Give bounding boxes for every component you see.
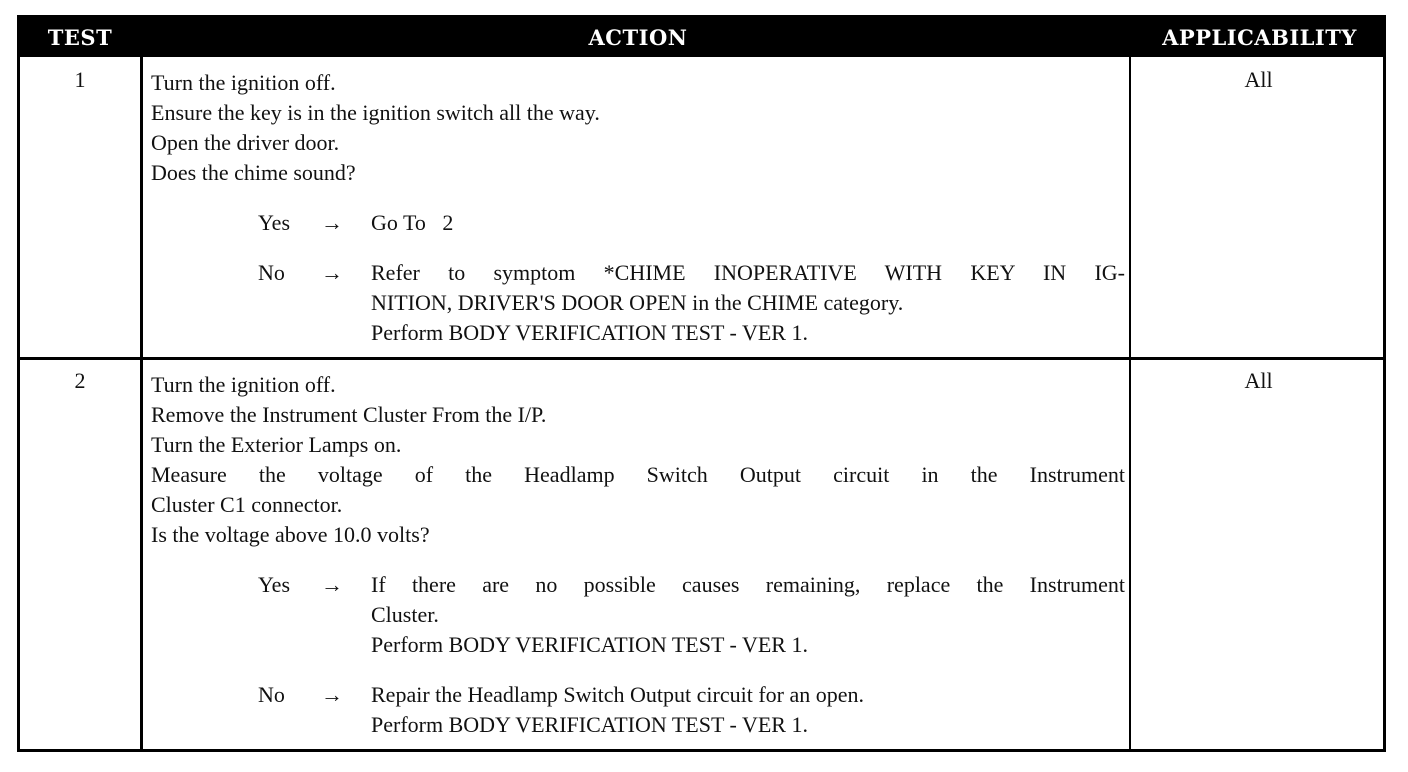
header-applicability: APPLICABILITY: [1162, 25, 1357, 50]
no-result: [371, 680, 1125, 740]
header-test: TEST: [47, 25, 113, 50]
row-1-action: [151, 68, 1125, 348]
row-2-step: Turn the Exterior Lamps on.: [151, 432, 402, 457]
row-2-no-answer: [151, 680, 1125, 740]
row-2-test-number: 2: [74, 368, 86, 393]
arrow-icon: →: [321, 682, 343, 707]
no-result-line: NITION, DRIVER'S DOOR OPEN in the CHIME category.: [371, 290, 904, 315]
column-divider-test: [140, 57, 143, 749]
no-result-line: Repair the Headlamp Switch Output circuit for an open.: [371, 682, 865, 707]
yes-result: [371, 208, 1125, 238]
yes-label: Yes: [258, 210, 291, 235]
yes-result-line: If there are no possible causes remaining, replace the Instrument: [371, 572, 1125, 597]
arrow-icon: →: [321, 572, 343, 597]
row-divider: [20, 357, 1383, 360]
arrow-icon: →: [321, 260, 343, 285]
row-1-step: Open the driver door.: [151, 130, 340, 155]
row-2-step: Measure the voltage of the Headlamp Switch Output circuit in the Instrument: [151, 462, 1125, 487]
row-1-step: Ensure the key is in the ignition switch all the way.: [151, 100, 600, 125]
yes-result-line: Perform BODY VERIFICATION TEST - VER 1.: [371, 632, 808, 657]
column-divider-applicability: [1129, 57, 1131, 749]
row-1-step: Does the chime sound?: [151, 160, 356, 185]
row-1-test-number: 1: [74, 67, 86, 92]
no-result: [371, 258, 1125, 348]
row-2-step: Is the voltage above 10.0 volts?: [151, 522, 430, 547]
no-result-line: Perform BODY VERIFICATION TEST - VER 1.: [371, 320, 808, 345]
row-1-yes-answer: [151, 208, 1125, 238]
row-1-applicability: All: [1244, 67, 1273, 92]
header-action: ACTION: [588, 25, 688, 50]
no-result-line: Perform BODY VERIFICATION TEST - VER 1.: [371, 712, 808, 737]
yes-result-line: Cluster.: [371, 602, 439, 627]
yes-result-line: Go To 2: [371, 210, 454, 235]
diagnostic-test-table: [17, 15, 1386, 752]
row-2-yes-answer: [151, 570, 1125, 660]
row-2-applicability: All: [1244, 368, 1273, 393]
row-2-step: Turn the ignition off.: [151, 372, 336, 397]
row-1-step: Turn the ignition off.: [151, 70, 336, 95]
row-1-no-answer: [151, 258, 1125, 348]
arrow-icon: →: [321, 210, 343, 235]
yes-result: [371, 570, 1125, 660]
yes-label: Yes: [258, 572, 291, 597]
table-header: [20, 18, 1383, 57]
no-label: No: [258, 682, 285, 707]
no-result-line: Refer to symptom *CHIME INOPERATIVE WITH KEY IN IG-: [371, 260, 1125, 285]
row-2-action: [151, 370, 1125, 740]
row-2-step: Remove the Instrument Cluster From the I/P.: [151, 402, 547, 427]
row-2-step: Cluster C1 connector.: [151, 492, 343, 517]
no-label: No: [258, 260, 285, 285]
